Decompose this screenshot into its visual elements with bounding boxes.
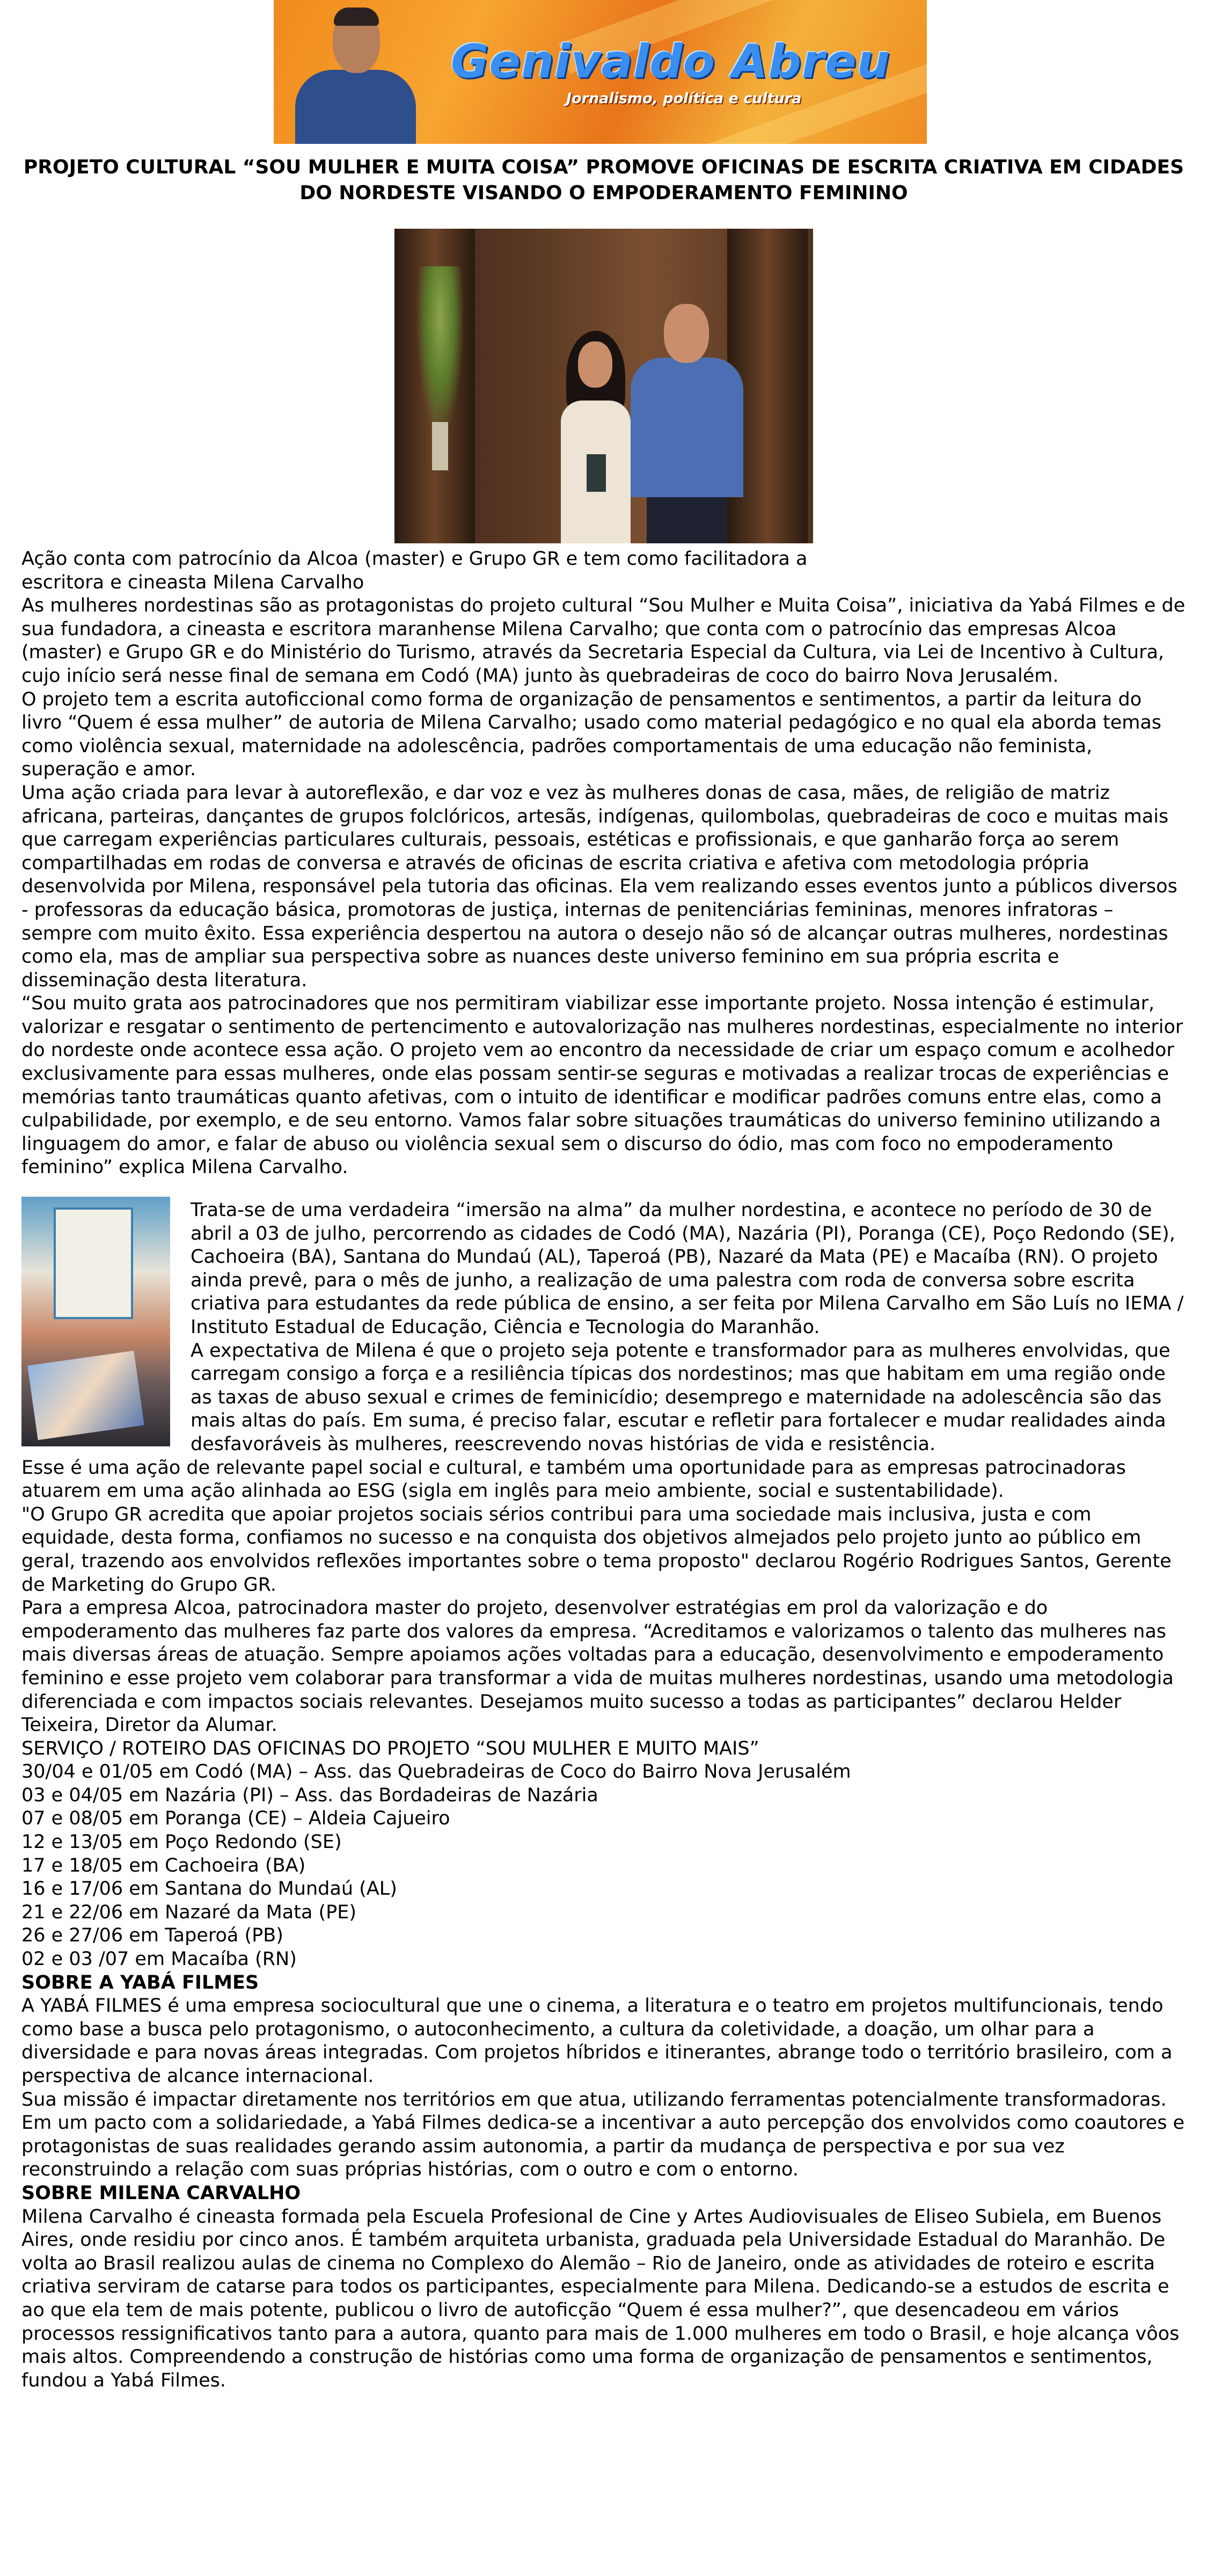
schedule-item: 30/04 e 01/05 em Codó (MA) – Ass. das Quebradeiras de Coco do Bairro Nova Jerusalém	[21, 1761, 851, 1783]
banner-portrait-hair	[334, 8, 379, 26]
banner-portrait-shirt	[295, 70, 416, 144]
paragraph: A expectativa de Milena é que o projeto seja potente e transformador para as mulheres envolvidas, que carregam consigo a força e a resiliência típicas dos nordestinos; mas que habitam em uma região onde as taxas de abuso sexual e crimes de feminicídio; desemprego e maternidade na adolescência são das mais altas do país. Em suma, é preciso falar, escutar e refletir para fortalecer e mudar realidades ainda desfavoráveis às mulheres, reescrevendo novas histórias de vida e resistência.	[191, 1340, 1171, 1455]
paragraph: Trata-se de uma verdadeira “imersão na alma” da mulher nordestina, e acontece no período de 30 de abril a 03 de julho, percorrendo as cidades de Codó (MA), Nazária (PI), Poranga (CE), Poço Redondo (SE), Cachoeira (BA), Santana do Mundaú (AL), Taperoá (PB), Nazaré da Mata (PE) e Macaíba (RN). O projeto ainda prevê, para o mês de junho, a realização de uma palestra com roda de conversa sobre escrita criativa para estudantes da rede pública de ensino, a ser feita por Milena Carvalho em São Luís no IEMA / Instituto Estadual de Educação, Ciência e Tecnologia do Maranhão.	[191, 1199, 1184, 1338]
photo-man	[631, 304, 743, 543]
photo-phone-screen	[27, 1351, 144, 1440]
schedule-item: 07 e 08/05 em Poranga (CE) – Aldeia Cajueiro	[21, 1808, 450, 1830]
schedule-item: 02 e 03 /07 em Macaíba (RN)	[21, 1948, 297, 1970]
paragraph: Sua missão é impactar diretamente nos territórios em que atua, utilizando ferramentas potencialmente transformadoras. Em um pacto com a solidariedade, a Yabá Filmes dedica-se a incentivar a auto percepção dos envolvidos como coautores e protagonistas de suas realidades gerando assim autonomia, a partir da mudança de perspectiva e por sua vez reconstruindo a relação com suas próprias histórias, com o outro e com o entorno.	[21, 2089, 1185, 2181]
schedule-item: 12 e 13/05 em Poço Redondo (SE)	[21, 1831, 342, 1853]
schedule-item: 17 e 18/05 em Cachoeira (BA)	[21, 1854, 306, 1876]
paragraph: Uma ação criada para levar à autoreflexão, e dar voz e vez às mulheres donas de casa, mães, de religião de matriz africana, parteiras, dançantes de grupos folclóricos, artesãs, indígenas, quilombolas, quebradeiras de coco e muitas mais que carregam experiências particulares culturais, pessoais, estéticas e profissionais, e que ganharão força ao serem compartilhadas em rodas de conversa e através de oficinas de escrita criativa e afetiva com metodologia própria desenvolvida por Milena, responsável pela tutoria das oficinas. Ela vem realizando esses eventos junto a públicos diversos - professoras da educação básica, promotoras de justiça, internas de penitenciárias femininas, menores infratoras – sempre com muito êxito. Essa experiência despertou na autora o desejo não só de alcançar outras mulheres, nordestinas como ela, mas de ampliar sua perspectiva sobre as nuances deste universo feminino em sua própria escrita e disseminação desta literatura.	[21, 782, 1177, 991]
photo-plant	[416, 266, 464, 438]
photo-caption: Ação conta com patrocínio da Alcoa (master) e Grupo GR e tem como facilitadora a escritora e cineasta Milena Carvalho	[21, 548, 808, 593]
schedule-heading: SERVIÇO / ROTEIRO DAS OFICINAS DO PROJETO “SOU MULHER E MUITO MAIS”	[21, 1737, 759, 1759]
article-body	[21, 548, 1187, 2392]
site-banner[interactable]	[274, 0, 927, 144]
photo-woman	[555, 331, 636, 543]
section-heading-milena: SOBRE MILENA CARVALHO	[21, 2182, 301, 2204]
banner-subtitle: Jornalismo, política e cultura	[566, 90, 802, 107]
paragraph: A YABÁ FILMES é uma empresa sociocultural que une o cinema, a literatura e o teatro em projetos multifuncionais, tendo como base a busca pelo protagonismo, o autoconhecimento, a cultura da coletividade, a doação, um olhar para a diversidade e para novas áreas integradas. Com projetos híbridos e itinerantes, abrange todo o território brasileiro, com a perspectiva de alcance internacional.	[21, 1995, 1173, 2087]
paragraph: O projeto tem a escrita autoficcional como forma de organização de pensamentos e sentimentos, a partir da leitura do livro “Quem é essa mulher” de autoria de Milena Carvalho; usado como material pedagógico e no qual ela aborda temas como violência sexual, maternidade na adolescência, padrões comportamentais de uma educação não feminista, superação e amor.	[21, 688, 1162, 781]
banner-title: Genivaldo Abreu	[451, 35, 890, 89]
photo-poster	[54, 1207, 133, 1319]
paragraph: Milena Carvalho é cineasta formada pela Escuela Profesional de Cine y Artes Audiovisuales de Eliseo Subiela, em Buenos Aires, onde residiu por cinco anos. É também arquiteta urbanista, graduada pela Universidade Estadual do Maranhão. De volta ao Brasil realizou aulas de cinema no Complexo do Alemão – Rio de Janeiro, onde as atividades de roteiro e escrita criativa serviram de catarse para todos os participantes, especialmente para Milena. Dedicando-se a estudos de escrita e ao que ela tem de mais potente, publicou o livro de autoficção “Quem é essa mulher?”, que desencadeou em vários processos ressignificativos tanto para a autora, quanto para mais de 1.000 mulheres em todo o Brasil, e hoje alcança vôos mais altos. Compreendendo a construção de histórias como uma forma de organização de pensamentos e sentimentos, fundou a Yabá Filmes.	[21, 2206, 1180, 2391]
paragraph: Esse é uma ação de relevante papel social e cultural, e também uma oportunidade para as empresas patrocinadoras atuarem em uma ação alinhada ao ESG (sigla em inglês para meio ambiente, social e sustentabilidade).	[21, 1457, 1126, 1502]
paragraph: “Sou muito grata aos patrocinadores que nos permitiram viabilizar esse importante projeto. Nossa intenção é estimular, valorizar e resgatar o sentimento de pertencimento e autovalorização nas mulheres nordestinas, especialmente no interior do nordeste onde acontece essa ação. O projeto vem ao encontro da necessidade de criar um espaço comum e acolhedor exclusivamente para essas mulheres, onde elas possam sentir-se seguras e motivadas a realizar trocas de experiências e memórias tanto traumáticas quanto afetivas, com o intuito de identificar e modificar padrões comuns entre elas, como a culpabilidade, por exemplo, e de seu entorno. Vamos falar sobre situações traumáticas do universo feminino utilizando a linguagem do amor, e falar de abuso ou violência sexual sem o discurso do ódio, mas com foco no empoderamento feminino” explica Milena Carvalho.	[21, 993, 1183, 1178]
section-heading-yaba: SOBRE A YABÁ FILMES	[21, 1971, 259, 1993]
photo-vase	[432, 422, 448, 470]
article-photo-milena-and-sponsor	[394, 229, 813, 543]
schedule-item: 26 e 27/06 em Taperoá (PB)	[21, 1925, 283, 1947]
schedule-item: 03 e 04/05 em Nazária (PI) – Ass. das Bordadeiras de Nazária	[21, 1784, 598, 1806]
article-photo-workshop	[21, 1197, 170, 1446]
article-headline: PROJETO CULTURAL “SOU MULHER E MUITA COISA” PROMOVE OFICINAS DE ESCRITA CRIATIVA EM CIDADES DO NORDESTE VISANDO O EMPODERAMENTO FEMININO	[23, 156, 1184, 204]
paragraph: "O Grupo GR acredita que apoiar projetos sociais sérios contribui para uma sociedade mais inclusiva, justa e com equidade, desta forma, confiamos no sucesso e na conquista dos objetivos almejados pelo projeto junto ao público em geral, trazendo aos envolvidos reflexões importantes sobre o tema proposto" declarou Rogério Rodrigues Santos, Gerente de Marketing do Grupo GR.	[21, 1503, 1172, 1596]
schedule-item: 16 e 17/06 em Santana do Mundaú (AL)	[21, 1878, 397, 1900]
paragraph: As mulheres nordestinas são as protagonistas do projeto cultural “Sou Mulher e Muita Coisa”, iniciativa da Yabá Filmes e de sua fundadora, a cineasta e escritora maranhense Milena Carvalho; que conta com o patrocínio das empresas Alcoa (master) e Grupo GR e do Ministério do Turismo, através da Secretaria Especial da Cultura, via Lei de Incentivo à Cultura, cujo início será nesse final de semana em Codó (MA) junto às quebradeiras de coco do bairro Nova Jerusalém.	[21, 595, 1186, 687]
schedule-item: 21 e 22/06 em Nazaré da Mata (PE)	[21, 1901, 357, 1923]
paragraph: Para a empresa Alcoa, patrocinadora master do projeto, desenvolver estratégias em prol da valorização e do empoderamento das mulheres faz parte dos valores da empresa. “Acreditamos e valorizamos o talento das mulheres nas mais diversas áreas de atuação. Sempre apoiamos ações voltadas para a educação, desenvolvimento e empoderamento feminino e esse projeto vem colaborar para transformar a vida de muitas mulheres nordestinas, usando uma metodologia diferenciada e com impactos sociais relevantes. Desejamos muito sucesso a todas as participantes” declarou Helder Teixeira, Diretor da Alumar.	[21, 1597, 1174, 1736]
